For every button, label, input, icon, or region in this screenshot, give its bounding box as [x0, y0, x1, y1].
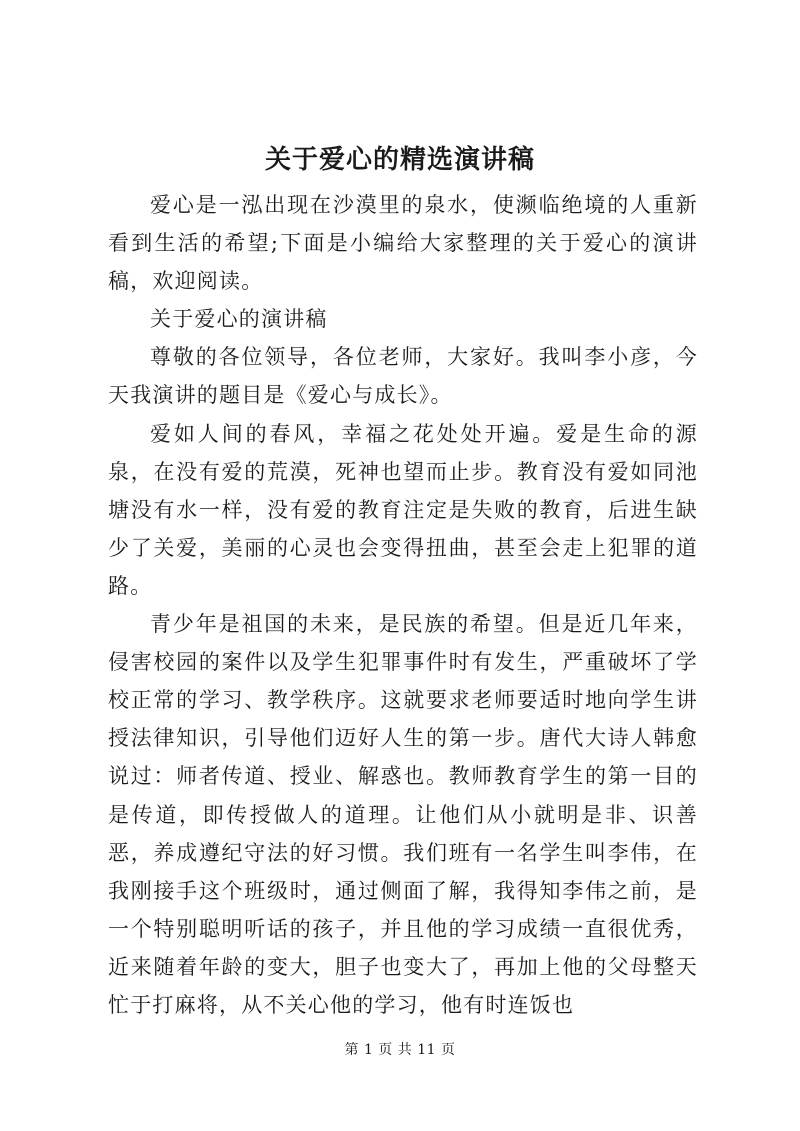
- paragraph-intro: 爱心是一泓出现在沙漠里的泉水，使濒临绝境的人重新看到生活的希望;下面是小编给大家整理的关于爱心的演讲稿，欢迎阅读。: [108, 193, 698, 294]
- paragraph-love: 爱如人间的春风，幸福之花处处开遍。爱是生命的源泉，在没有爱的荒漠，死神也望而止步。教育没有爱如同池塘没有水一样，没有爱的教育注定是失败的教育，后进生缺少了关爱，美丽的心灵也会变得扭曲，甚至会走上犯罪的道路。: [108, 421, 698, 598]
- paragraph-greeting: 尊敬的各位领导，各位老师，大家好。我叫李小彦，今天我演讲的题目是《爱心与成长》。: [108, 345, 698, 408]
- document-title: 关于爱心的精选演讲稿: [264, 145, 535, 175]
- paragraph-youth: 青少年是祖国的未来，是民族的希望。但是近几年来，侵害校园的案件以及学生犯罪事件时有发生，严重破坏了学校正常的学习、教学秩序。这就要求老师要适时地向学生讲授法律知识，引导他们迈好人生的第一步。唐代大诗人韩愈说过：师者传道、授业、解惑也。教师教育学生的第一目的是传道，即传授做人的道理。让他们从小就明是非、识善恶，养成遵纪守法的好习惯。我们班有一名学生叫李伟，在我刚接手这个班级时，通过侧面了解，我得知李伟之前，是一个特别聪明听话的孩子，并且他的学习成绩一直很优秀，近来随着年龄的变大，胆子也变大了，再加上他的父母整天忙于打麻将，从不关心他的学习，他有时连饭也: [108, 612, 698, 1017]
- page-footer: 第 1 页 共 11 页: [344, 1042, 456, 1058]
- paragraph-subtitle: 关于爱心的演讲稿: [150, 307, 328, 332]
- document-body: [108, 186, 698, 1024]
